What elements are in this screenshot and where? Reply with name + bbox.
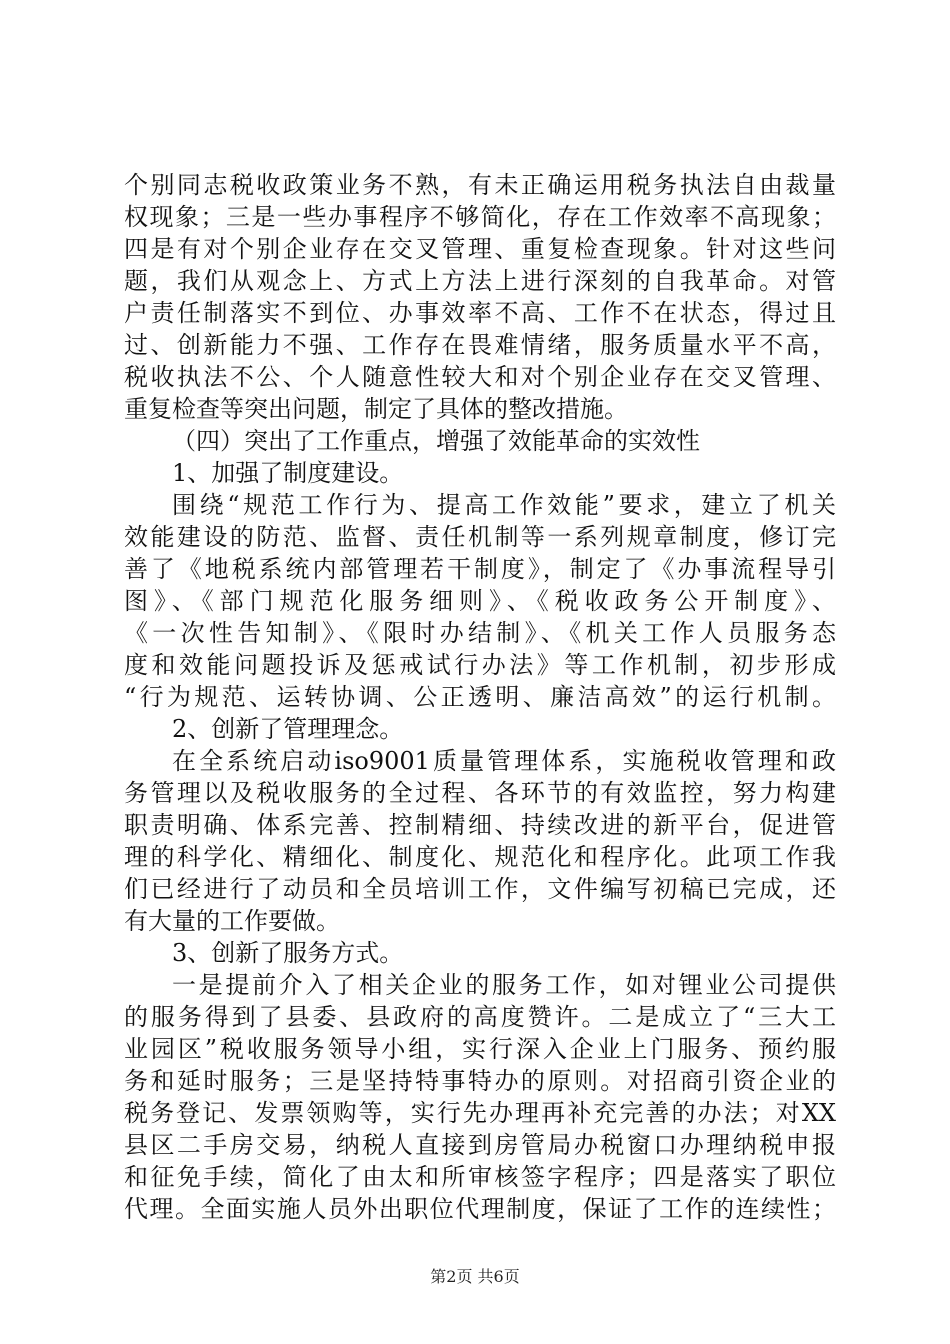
text-line: 们已经进行了动员和全员培训工作，文件编写初稿已完成，还 bbox=[124, 875, 836, 903]
text-line: 有大量的工作要做。 bbox=[124, 907, 340, 935]
page-footer: 第2页 共6页 bbox=[430, 1267, 520, 1286]
text-line: 2、创新了管理理念。 bbox=[172, 715, 404, 743]
text-line: （四）突出了工作重点，增强了效能革命的实效性 bbox=[172, 427, 700, 455]
text-line: 3、创新了服务方式。 bbox=[172, 939, 404, 967]
text-line: 的服务得到了县委、县政府的高度赞许。二是成立了“三大工 bbox=[124, 1003, 836, 1031]
text-line: 善了《地税系统内部管理若干制度》，制定了《办事流程导引 bbox=[124, 555, 836, 583]
text-line: 户责任制落实不到位、办事效率不高、工作不在状态，得过且 bbox=[124, 299, 836, 327]
text-line: “行为规范、运转协调、公正透明、廉洁高效”的运行机制。 bbox=[124, 683, 836, 711]
text-line: 职责明确、体系完善、控制精细、持续改进的新平台，促进管 bbox=[124, 811, 836, 839]
text-line: 个别同志税收政策业务不熟，有未正确运用税务执法自由裁量 bbox=[124, 171, 836, 199]
text-line: 重复检查等突出问题，制定了具体的整改措施。 bbox=[124, 395, 628, 423]
text-line: 税收执法不公、个人随意性较大和对个别企业存在交叉管理、 bbox=[124, 363, 836, 391]
text-line: 税务登记、发票领购等，实行先办理再补充完善的办法；对XX bbox=[124, 1099, 836, 1127]
text-line: 业园区”税收服务领导小组，实行深入企业上门服务、预约服 bbox=[124, 1035, 836, 1063]
text-line: 题，我们从观念上、方式上方法上进行深刻的自我革命。对管 bbox=[124, 267, 836, 295]
text-line: 一是提前介入了相关企业的服务工作，如对锂业公司提供 bbox=[172, 971, 836, 999]
text-line: 权现象；三是一些办事程序不够简化，存在工作效率不高现象； bbox=[124, 203, 836, 231]
text-line: 1、加强了制度建设。 bbox=[172, 459, 404, 487]
text-line: 在全系统启动iso9001质量管理体系，实施税收管理和政 bbox=[172, 747, 836, 775]
text-line: 务管理以及税收服务的全过程、各环节的有效监控，努力构建 bbox=[124, 779, 836, 807]
text-line: 四是有对个别企业存在交叉管理、重复检查现象。针对这些问 bbox=[124, 235, 836, 263]
text-line: 过、创新能力不强、工作存在畏难情绪，服务质量水平不高， bbox=[124, 331, 836, 359]
text-line: 度和效能问题投诉及惩戒试行办法》等工作机制，初步形成 bbox=[124, 651, 836, 679]
document-body bbox=[124, 169, 836, 1225]
text-line: 图》、《部门规范化服务细则》、《税收政务公开制度》、 bbox=[124, 587, 836, 615]
text-line: 务和延时服务；三是坚持特事特办的原则。对招商引资企业的 bbox=[124, 1067, 836, 1095]
text-line: 和征免手续，简化了由太和所审核签字程序；四是落实了职位 bbox=[124, 1163, 836, 1191]
text-line: 围绕“规范工作行为、提高工作效能”要求，建立了机关 bbox=[172, 491, 836, 519]
text-line: 代理。全面实施人员外出职位代理制度，保证了工作的连续性； bbox=[124, 1195, 836, 1223]
text-line: 理的科学化、精细化、制度化、规范化和程序化。此项工作我 bbox=[124, 843, 836, 871]
text-line: 效能建设的防范、监督、责任机制等一系列规章制度，修订完 bbox=[124, 523, 836, 551]
text-line: 《一次性告知制》、《限时办结制》、《机关工作人员服务态 bbox=[124, 619, 836, 647]
text-line: 县区二手房交易，纳税人直接到房管局办税窗口办理纳税申报 bbox=[124, 1131, 836, 1159]
